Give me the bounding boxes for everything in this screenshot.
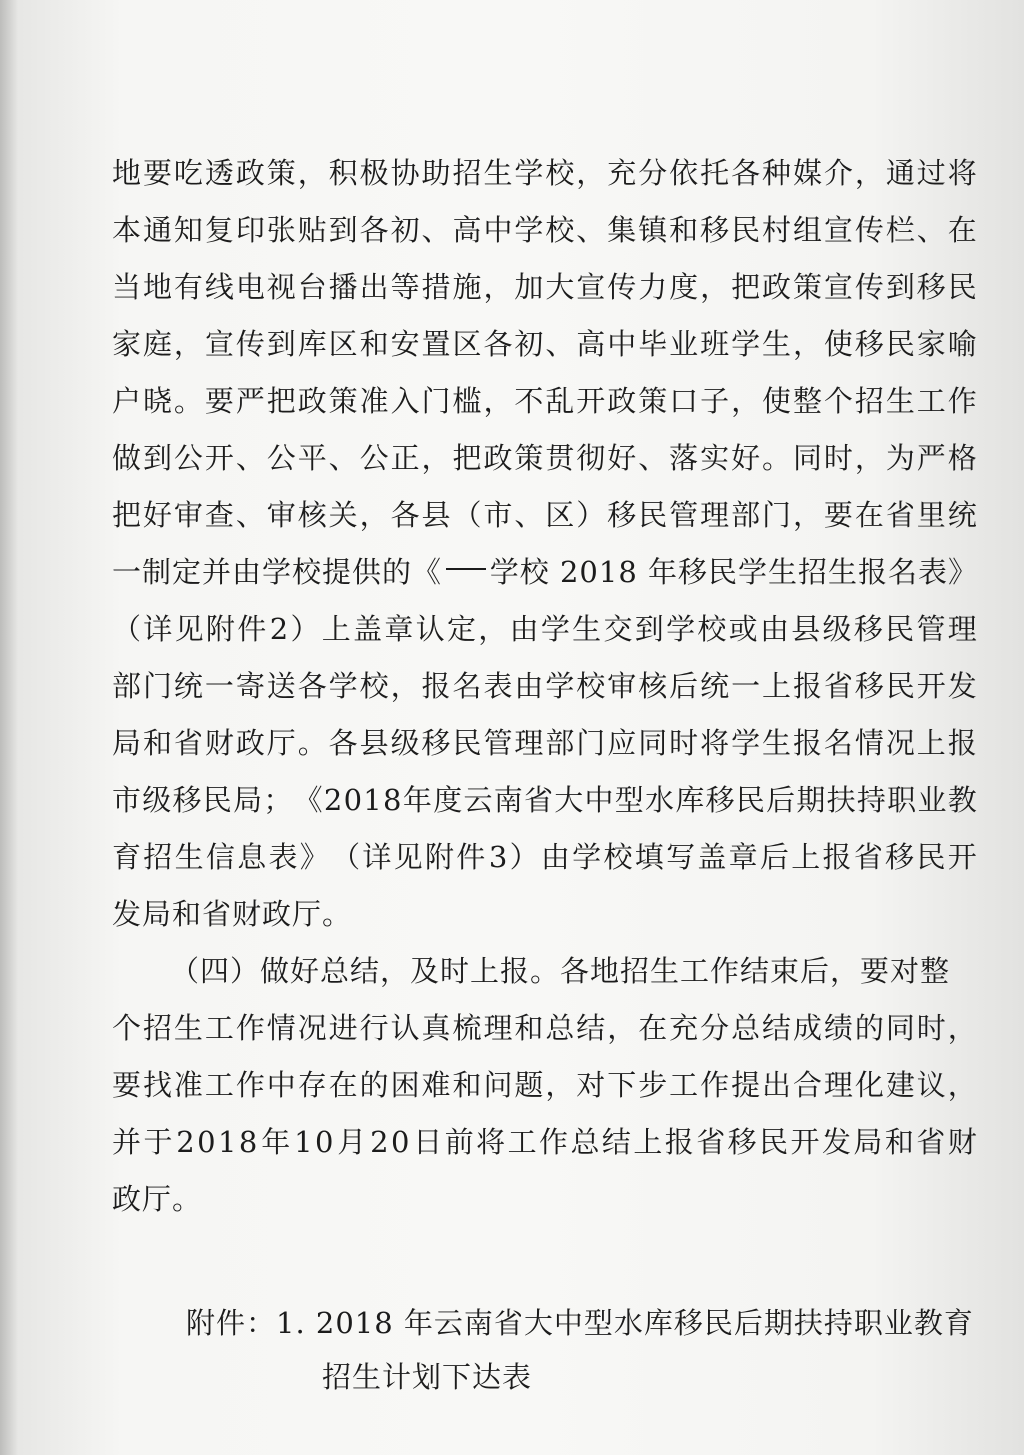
text-line: 地 要 吃 透 政 策 ， 积 极 协 助 招 生 学 校 ， 充 分 依 托 各 种 媒 介 ， 通 过 将 [112,156,978,190]
text-line: 户 晓 。 要 严 把 政 策 准 入 门 槛 ， 不 乱 开 政 策 口 子 ， 使 整 个 招 生 工 作 [112,384,978,418]
text-line: 家 庭 ， 宣 传 到 库 区 和 安 置 区 各 初 、 高 中 毕 业 班 学 生 ， 使 移 民 家 喻 [112,327,978,361]
text-line: 做 到 公 开 、 公 平 、 公 正 ， 把 政 策 贯 彻 好 、 落 实 好 。 同 时 ， 为 严 格 [112,441,978,475]
fill-in-blank [446,544,486,570]
text-after-blank: 学校 2018 年移民学生招生报名表》 [489,555,978,589]
text-line: 育 招 生 信 息 表 》 （ 详 见 附 件 3 ） 由 学 校 填 写 盖 章 后 上 报 省 移 民 开 [112,840,978,874]
text-line: 局 和 省 财 政 厅 。 各 县 级 移 民 管 理 部 门 应 同 时 将 学 生 报 名 情 况 上 报 [112,726,978,760]
text-line: 并 于 2 0 1 8 年 1 0 月 2 0 日 前 将 工 作 总 结 上 报 省 移 民 开 发 局 和 省 财 [112,1125,978,1159]
document-body [112,145,978,1228]
text-line: 当 地 有 线 电 视 台 播 出 等 措 施 ， 加 大 宣 传 力 度 ， 把 政 策 宣 传 到 移 民 [112,270,978,304]
text-line: （ 详 见 附 件 2 ） 上 盖 章 认 定 ， 由 学 生 交 到 学 校 或 由 县 级 移 民 管 理 [112,612,978,646]
text-line: 部 门 统 一 寄 送 各 学 校 ， 报 名 表 由 学 校 审 核 后 统 一 上 报 省 移 民 开 发 [112,669,978,703]
attachment-list [186,1296,986,1404]
scan-edge-shadow [0,0,18,1455]
text-line: 本 通 知 复 印 张 贴 到 各 初 、 高 中 学 校 、 集 镇 和 移 民 村 组 宣 传 栏 、 在 [112,213,978,247]
text-line: 个 招 生 工 作 情 况 进 行 认 真 梳 理 和 总 结 ， 在 充 分 总 结 成 绩 的 同 时 ， [112,1011,978,1045]
attachment-item: 附件：1. 2018 年云南省大中型水库移民后期扶持职业教育 [186,1306,974,1340]
text-line-last: 发局和省财政厅。 [112,897,353,931]
text-line: 要 找 准 工 作 中 存 在 的 困 难 和 问 题 ， 对 下 步 工 作 提 出 合 理 化 建 议 ， [112,1068,978,1102]
attachment-item-continuation: 招生计划下达表 [322,1360,533,1394]
text-line: 市 级 移 民 局 ； 《 2 0 1 8 年 度 云 南 省 大 中 型 水 库 移 民 后 期 扶 持 职 业 教 [112,783,978,817]
section-heading-line: （四）做好总结，及时上报。各地招生工作结束后，要对整 [170,954,951,988]
text-line-with-blank [112,544,978,601]
text-line: 把 好 审 查 、 审 核 关 ， 各 县 （ 市 、 区 ） 移 民 管 理 部 门 ， 要 在 省 里 统 [112,498,978,532]
text-before-blank: 一制定并由学校提供的《 [112,555,443,589]
text-line-last: 政厅。 [112,1182,203,1216]
